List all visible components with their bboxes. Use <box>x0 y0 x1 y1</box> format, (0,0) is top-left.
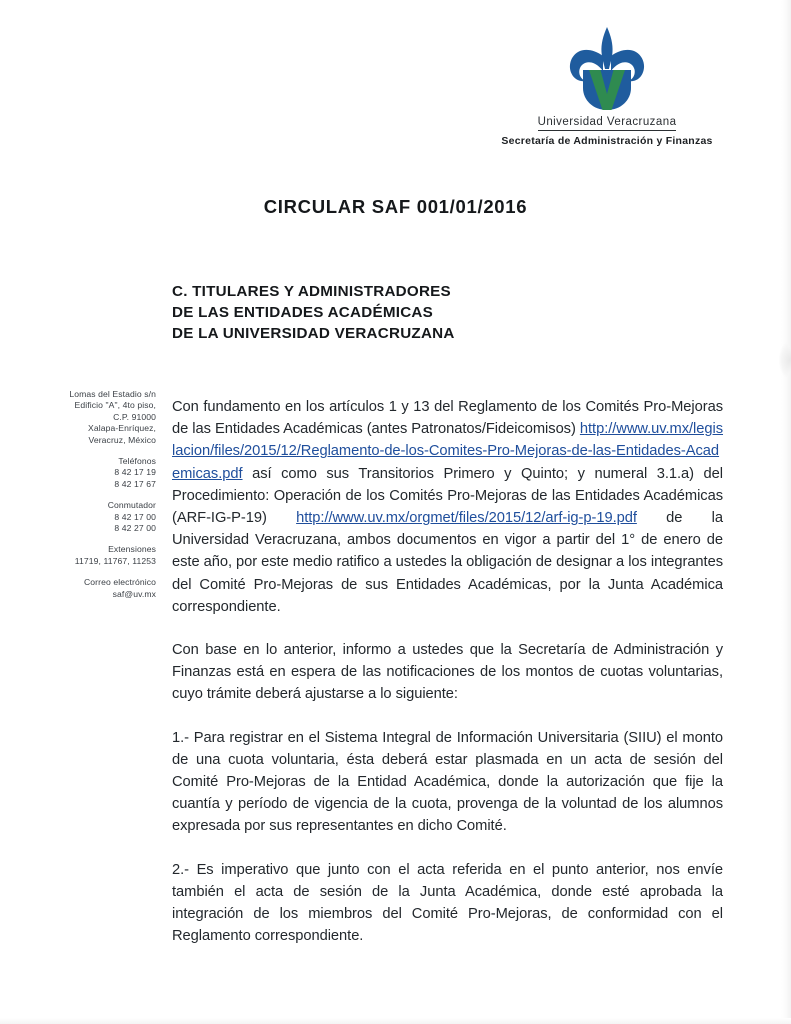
extensions-label: Extensiones <box>108 544 156 555</box>
address-line-5: Veracruz, México <box>88 434 156 445</box>
addressee-line-2: DE LAS ENTIDADES ACADÉMICAS <box>172 304 434 321</box>
numbered-item-1: 1.- Para registrar en el Sistema Integral de Información Universitaria (SIIU) el monto de una cuota voluntaria, ésta deberá estar plasmada en un acta de sesión del Comité Pro-Mejoras de la Entidad Académica, donde la autorización que fije la cuantía y período de vigencia de la cuota, provenga de la voluntad de los alumnos expresada por sus representantes en dicho Comité. <box>172 729 723 835</box>
phone-2: 8 42 17 67 <box>114 478 156 489</box>
extensions-value: 11719, 11767, 11253 <box>74 555 156 566</box>
switchboard-label: Conmutador <box>107 500 156 511</box>
document-body <box>172 396 723 947</box>
addressee-line-3: DE LA UNIVERSIDAD VERACRUZANA <box>172 325 455 342</box>
procedimiento-link[interactable]: http://www.uv.mx/orgmet/files/2015/12/arf-ig-p-19.pdf <box>296 510 637 527</box>
page-title: CIRCULAR SAF 001/01/2016 <box>263 196 528 217</box>
contact-sidebar <box>24 389 156 600</box>
extensions-group <box>24 544 156 567</box>
reglamento-link[interactable]: http://www.uv.mx/legislacion/files/2015/12/Reglamento-de-los-Comites-Pro-Mejoras-de-las-Entidades-Academicas.pdf <box>172 421 723 482</box>
paragraph-1-text-b: así como sus Transitorios Primero y Quinto; y numeral 3.1.a) del Procedimiento: Operación de los Comités Pro-Mejoras de las Entidades Académicas (ARF-IG-P-19) <box>172 465 723 527</box>
fleur-de-lis-v-logo-icon <box>547 26 667 112</box>
address-line-4: Xalapa-Enríquez, <box>87 423 156 434</box>
numbered-item-2: 2.- Es imperativo que junto con el acta referida en el punto anterior, nos envíe también el acta de sesión de la Junta Académica, donde esté aprobada la integración de los miembros del Comité Pro-Mejoras, de conformidad con el Reglamento correspondiente. <box>172 861 723 945</box>
address-group <box>24 389 156 446</box>
address-line-2: Edificio "A", 4to piso, <box>74 400 156 411</box>
paragraph-1-text-a: Con fundamento en los artículos 1 y 13 del Reglamento de los Comités Pro-Mejoras de las Entidades Académicas (antes Patronatos/Fideicomisos) <box>172 399 723 438</box>
address-line-3: C.P. 91000 <box>113 411 156 422</box>
paragraph-2: Con base en lo anterior, informo a ustedes que la Secretaría de Administración y Finanzas está en espera de las notificaciones de los montos de cuotas voluntarias, cuyo trámite deberá ajustarse a lo siguiente: <box>172 642 723 703</box>
university-logo <box>487 26 727 112</box>
phones-group <box>24 456 156 490</box>
paragraph-1 <box>172 396 723 618</box>
email-label: Correo electrónico <box>83 577 156 588</box>
switchboard-2: 8 42 27 00 <box>114 523 156 534</box>
email-group <box>24 577 156 600</box>
paragraph-1-text-c: de la Universidad Veracruzana, ambos documentos en vigor a partir del 1° de enero de este año, por este medio ratifico a ustedes la obligación de designar a los integrantes del Comité Pro-Mejoras de sus Entidades Académicas, por la Junta Académica correspondiente. <box>172 510 723 615</box>
switchboard-group <box>24 500 156 534</box>
email-value: saf@uv.mx <box>112 588 156 599</box>
university-name: Universidad Veracruzana <box>538 115 677 131</box>
address-line-1: Lomas del Estadio s/n <box>69 389 156 399</box>
switchboard-1: 8 42 17 00 <box>114 511 156 522</box>
phone-1: 8 42 17 19 <box>114 467 156 478</box>
addressee-line-1: C. TITULARES Y ADMINISTRADORES <box>172 283 451 300</box>
letterhead <box>487 26 727 148</box>
scan-edge-artifact <box>781 0 791 1024</box>
scan-bottom-artifact <box>0 1018 791 1024</box>
scan-blob-artifact <box>779 342 791 378</box>
addressee-block <box>172 281 455 344</box>
phones-label: Teléfonos <box>118 456 156 467</box>
department-name: Secretaría de Administración y Finanzas <box>501 135 713 147</box>
